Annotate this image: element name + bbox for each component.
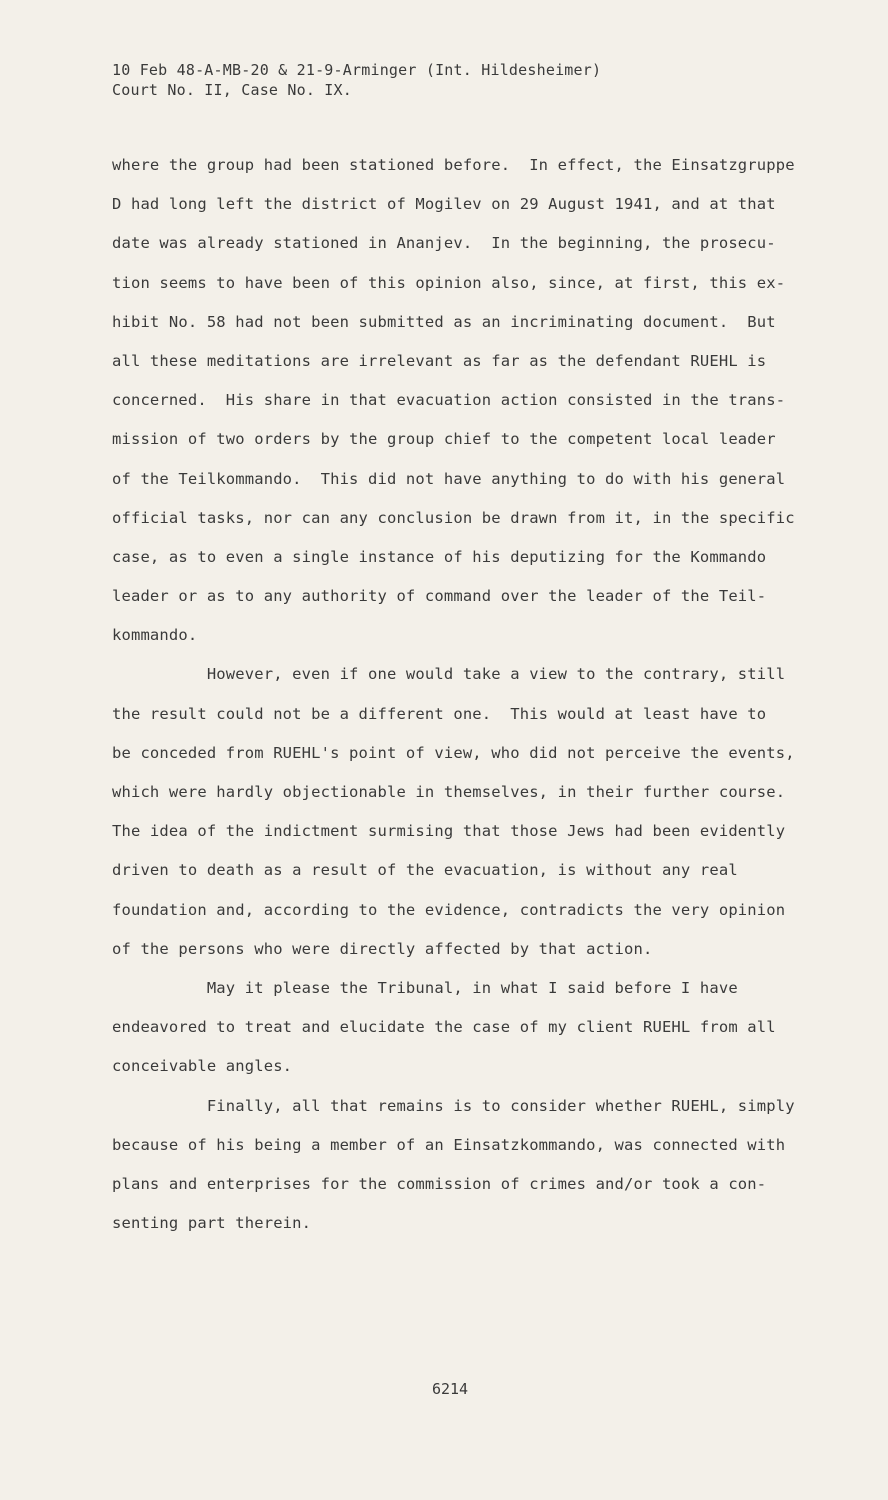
text-line: May it please the Tribunal, in what I said before I have <box>112 978 738 997</box>
text-line: tion seems to have been of this opinion also, since, at first, this ex- <box>112 273 786 292</box>
text-line: senting part therein. <box>112 1214 312 1233</box>
text-line: be conceded from RUEHL's point of view, who did not perceive the events, <box>112 743 795 762</box>
text-line: D had long left the district of Mogilev on 29 August 1941, and at that <box>112 195 776 214</box>
text-line: official tasks, nor can any conclusion be drawn from it, in the specific <box>112 508 795 527</box>
text-line: The idea of the indictment surmising that those Jews had been evidently <box>112 822 786 841</box>
header-line-2: Court No. II, Case No. IX. <box>112 81 352 99</box>
text-line: case, as to even a single instance of his deputizing for the Kommando <box>112 547 767 566</box>
text-line: plans and enterprises for the commission of crimes and/or took a con- <box>112 1174 767 1193</box>
text-line: Finally, all that remains is to consider whether RUEHL, simply <box>112 1096 795 1115</box>
text-line: where the group had been stationed before. In effect, the Einsatzgruppe <box>112 156 795 174</box>
text-line: driven to death as a result of the evacuation, is without any real <box>112 861 738 880</box>
text-line: date was already stationed in Ananjev. In the beginning, the prosecu- <box>112 234 776 253</box>
document-body <box>112 152 812 1249</box>
text-line: of the persons who were directly affected by that action. <box>112 939 653 958</box>
text-line: mission of two orders by the group chief to the competent local leader <box>112 430 776 449</box>
text-line: conceivable angles. <box>112 1057 293 1076</box>
text-line: which were hardly objectionable in themselves, in their further course. <box>112 783 786 801</box>
text-line: foundation and, according to the evidence, contradicts the very opinion <box>112 900 786 919</box>
page-number: 6214 <box>431 1380 469 1398</box>
text-line: the result could not be a different one. This would at least have to <box>112 704 767 723</box>
text-line: hibit No. 58 had not been submitted as an incriminating document. But <box>112 312 776 331</box>
text-line: concerned. His share in that evacuation action consisted in the trans- <box>112 391 786 410</box>
text-line: However, even if one would take a view to the contrary, still <box>112 665 786 684</box>
text-line: leader or as to any authority of command over the leader of the Teil- <box>112 587 767 606</box>
text-line: kommando. <box>112 626 198 645</box>
text-line: all these meditations are irrelevant as far as the defendant RUEHL is <box>112 351 767 370</box>
text-line: because of his being a member of an Einsatzkommando, was connected with <box>112 1135 786 1154</box>
document-header <box>112 60 601 100</box>
text-line: of the Teilkommando. This did not have anything to do with his general <box>112 469 786 488</box>
header-line-1: 10 Feb 48-A-MB-20 & 21-9-Arminger (Int. Hildesheimer) <box>112 61 602 79</box>
text-line: endeavored to treat and elucidate the case of my client RUEHL from all <box>112 1018 776 1037</box>
